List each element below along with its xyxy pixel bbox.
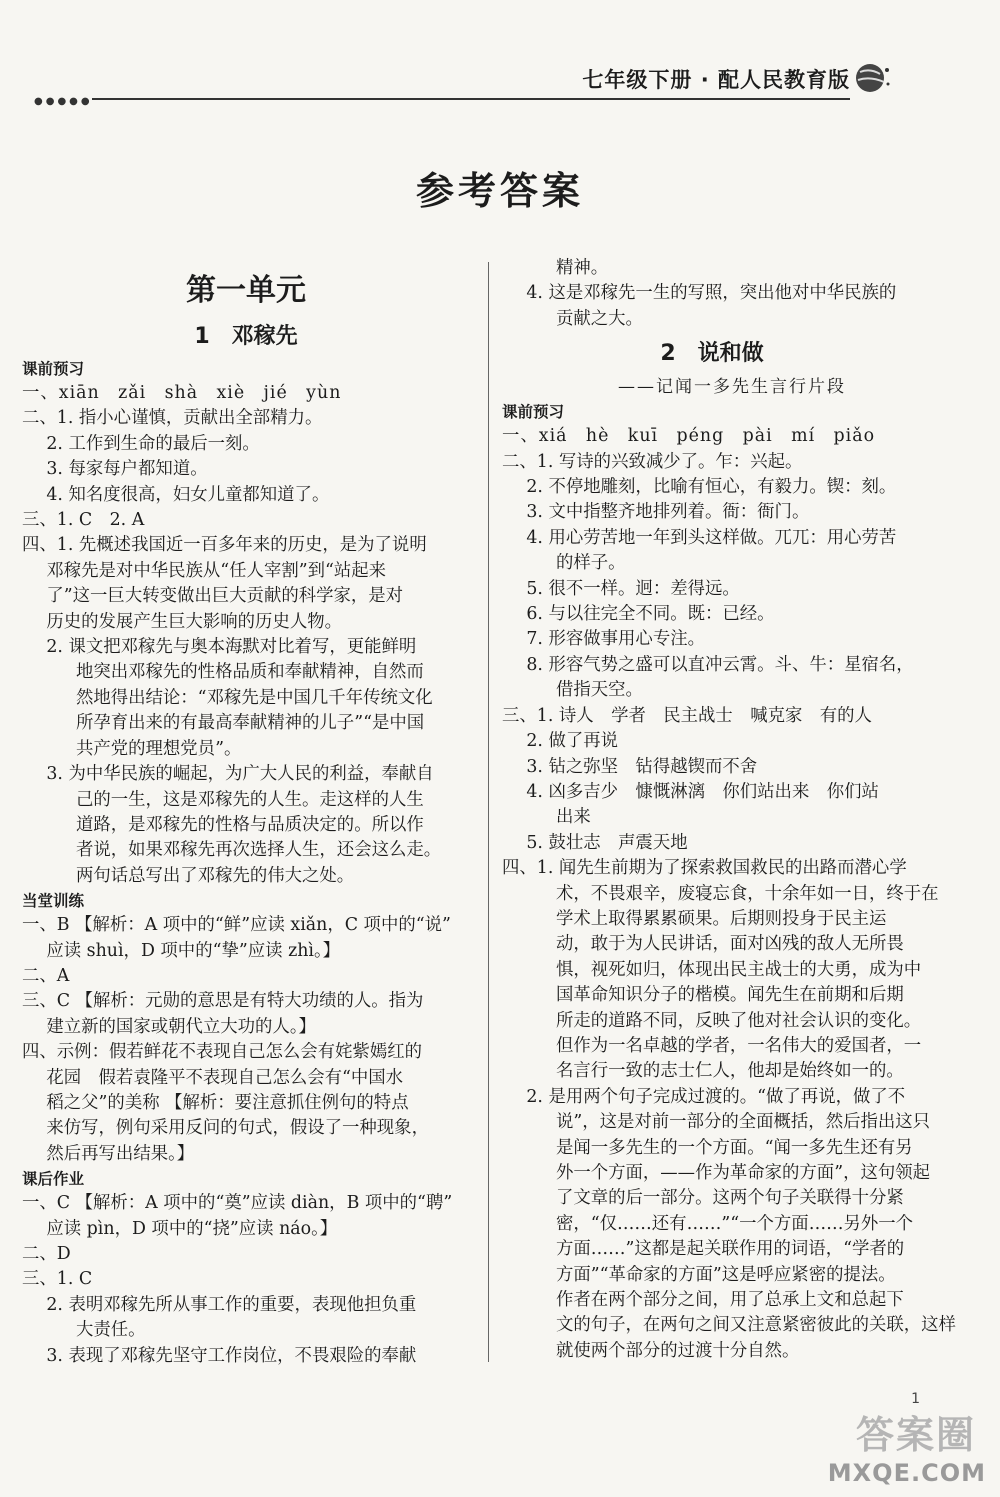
answer-line: 是闻一多先生的一个方面。“闻一多先生还有另: [555, 1137, 913, 1158]
answer-line: 4. 知名度很高，妇女儿童都知道了。: [46, 484, 330, 505]
answer-line: 2. 表明邓稼先所从事工作的重要，表现他担负重: [46, 1294, 417, 1315]
answer-line: 外一个方面，——作为革命家的方面”，这句领起: [555, 1163, 931, 1183]
left-column: [22, 265, 470, 1369]
answer-line: 精神。: [555, 258, 609, 278]
answer-line: 出来: [555, 807, 591, 828]
answer-line: 借指天空。: [555, 680, 643, 701]
answer-line: 所孕育出来的有最高奉献精神的儿子”“是中国: [75, 713, 425, 734]
answer-line: 历史的发展产生巨大影响的历史人物。: [46, 611, 343, 632]
book-title: 七年级下册 · 配人民教育版: [582, 68, 850, 92]
section-heading: 当堂训练: [22, 892, 85, 911]
answer-line: 邓稼先是对中华民族从“任人宰割”到“站起来: [46, 560, 387, 581]
answer-line: 4. 这是邓稼先一生的写照，突出他对中华民族的: [526, 283, 897, 304]
answer-line: 两句话总写出了邓稼先的伟大之处。: [75, 865, 355, 886]
answer-line: 动，敢于为人民讲话，面对凶残的敌人无所畏: [555, 934, 904, 955]
answer-line: 三、1. 诗人 学者 民主战士 喊克家 有的人: [502, 705, 872, 726]
answer-line: 贡献之大。: [555, 308, 643, 329]
answer-line: 一、B 【解析：A 项中的“鲜”应读 xiǎn，C 项中的“说”: [22, 915, 451, 936]
answer-line: 所走的道路不同，反映了他对社会认识的变化。: [555, 1010, 922, 1031]
answer-line: 了文章的后一部分。这两个句子关联得十分紧: [555, 1188, 904, 1209]
watermark: [827, 1407, 986, 1487]
answer-line: 己的一生，这是邓稼先的人生。走这样的人生: [75, 789, 424, 810]
answer-line: 3. 钻之弥坚 钻得越锲而不舍: [526, 756, 758, 777]
answer-line: 文的句子，在两句之间又注意紧密彼此的关联，这样: [555, 1315, 956, 1336]
answer-line: 5. 鼓壮志 声震天地: [526, 832, 688, 853]
answer-line: 来仿写，例句采用反问的句式，假设了一种现象，: [46, 1118, 429, 1139]
answer-line: 6. 与以往完全不同。既：已经。: [526, 604, 775, 625]
answer-line: 一、C 【解析：A 项中的“奠”应读 diàn，B 项中的“聘”: [22, 1193, 453, 1214]
answer-line: 3. 文中指整齐地排列着。衙：衙门。: [526, 502, 810, 523]
answer-line: 2. 课文把邓稼先与奥本海默对比着写，更能鲜明: [46, 637, 417, 658]
right-column: [502, 256, 956, 1364]
answer-line: 作者在两个部分之间，用了总承上文和总起下: [555, 1290, 904, 1311]
answer-line: 方面……”这都是起关联作用的词语，“学者的: [555, 1239, 905, 1260]
answer-line: 的样子。: [555, 553, 626, 574]
answer-line: 2. 不停地雕刻，比喻有恒心，有毅力。锲：刻。: [526, 477, 897, 498]
answer-line: 三、C 【解析：元勋的意思是有特大功绩的人。指为: [22, 991, 424, 1012]
answer-list: [22, 381, 470, 889]
answer-line: 建立新的国家或朝代立大功的人。】: [46, 1016, 316, 1037]
answer-line: 一、xiān zǎi shà xiè jié yùn: [22, 383, 342, 403]
section-heading: 课后作业: [22, 1170, 85, 1189]
answer-line: 然后再写出结果。】: [46, 1143, 195, 1164]
answer-line: 8. 形容气势之盛可以直冲云霄。斗、牛：星宿名，: [526, 654, 914, 675]
watermark-site: MXQE.COM: [827, 1459, 986, 1487]
answer-line: 就使两个部分的过渡十分自然。: [555, 1340, 800, 1361]
answer-line: 大责任。: [75, 1320, 146, 1341]
answer-line: 名言行一致的志士仁人，他却是始终如一的。: [555, 1061, 904, 1082]
answer-line: 稻之父”的美称 【解析：要注意抓住例句的特点: [46, 1092, 409, 1113]
answer-line: 者说，如果邓稼先再次选择人生，还会这么走。: [75, 840, 442, 861]
answer-line: 国革命知识分子的楷模。闻先生在前期和后期: [555, 985, 904, 1006]
lesson-title: 1 邓稼先: [194, 324, 298, 349]
lesson-title: 2 说和做: [660, 341, 764, 367]
answer-line: 了”这一巨大转变做出巨大贡献的科学家，是对: [46, 586, 404, 607]
answer-line: 3. 每家每户都知道。: [46, 459, 208, 480]
section-heading: 课前预习: [22, 360, 85, 378]
answer-line: 说”，这是对前一部分的全面概括，然后指出这只: [555, 1112, 931, 1133]
page-header: [0, 0, 1000, 110]
page-title: 参考答案: [415, 169, 584, 213]
answer-line: 然地得出结论：“邓稼先是中国几千年传统文化: [75, 687, 433, 708]
answer-line: 应读 shuì，D 项中的“挚”应读 zhì。】: [46, 940, 341, 961]
answer-list: [502, 424, 956, 1364]
answer-line: 三、1. C: [22, 1269, 93, 1290]
answer-line: 术，不畏艰辛，废寝忘食，十余年如一日，终于在: [555, 883, 939, 904]
answer-line: 4. 凶多吉少 慷慨淋漓 你们站出来 你们站: [526, 781, 879, 802]
header-dots: ●●●●●: [34, 96, 93, 107]
unit-title: 第一单元: [186, 273, 306, 308]
answer-line: 惧，视死如归，体现出民主战士的大勇，成为中: [555, 959, 922, 980]
answer-line: 地突出邓稼先的性格品质和奉献精神，自然而: [75, 662, 424, 683]
decorative-ball-icon: [854, 60, 890, 96]
answer-line: 一、xiá hè kuī péng pài mí piǎo: [502, 426, 876, 447]
answer-line: 3. 表现了邓稼先坚守工作岗位，不畏艰险的奉献: [46, 1345, 417, 1366]
answer-line: 二、A: [22, 965, 70, 986]
answer-line: 二、1. 写诗的兴致减少了。乍：兴起。: [502, 451, 803, 472]
answer-list: [22, 1191, 470, 1369]
answer-line: 四、示例：假若鲜花不表现自己怎么会有姹紫嫣红的: [22, 1042, 422, 1063]
answer-line: 共产党的理想党员”。: [75, 738, 242, 759]
section-heading: 课前预习: [502, 403, 565, 422]
answer-line: 但作为一名卓越的学者，一名伟大的爱国者，一: [555, 1035, 922, 1056]
answer-line: 3. 为中华民族的崛起，为广大人民的利益，奉献自: [46, 764, 434, 785]
header-rule: [92, 98, 850, 100]
lesson-subtitle: ——记闻一多先生言行片段: [618, 377, 846, 398]
answer-line: 应读 pìn，D 项中的“挠”应读 náo。】: [46, 1218, 338, 1239]
answer-line: 四、1. 闻先生前期为了探索救国救民的出路而潜心学: [502, 858, 907, 879]
column-divider: [488, 262, 489, 1362]
answer-list: [502, 256, 922, 332]
answer-line: 2. 是用两个句子完成过渡的。“做了再说，做了不: [526, 1086, 906, 1107]
answer-line: 7. 形容做事用心专注。: [526, 629, 705, 650]
answer-line: 三、1. C 2. A: [22, 510, 145, 531]
watermark-logo: 答案圈: [855, 1413, 976, 1457]
answer-line: 4. 用心劳苦地一年到头这样做。兀兀：用心劳苦: [526, 527, 897, 548]
answer-list: [22, 913, 470, 1167]
page-number: 1: [911, 1391, 920, 1407]
answer-line: 学术上取得累累硕果。后期则投身于民主运: [555, 908, 887, 929]
answer-line: 方面”“革命家的方面”这是呼应紧密的提法。: [555, 1264, 896, 1285]
answer-line: 密，“仅……还有……”“一个方面……另外一个: [555, 1213, 914, 1234]
answer-line: 四、1. 先概述我国近一百多年来的历史，是为了说明: [22, 535, 427, 556]
answer-line: 2. 做了再说: [526, 731, 619, 752]
answer-line: 二、D: [22, 1244, 71, 1264]
answer-line: 5. 很不一样。迥：差得远。: [526, 578, 740, 599]
answer-line: 二、1. 指小心谨慎，贡献出全部精力。: [22, 408, 323, 429]
answer-line: 2. 工作到生命的最后一刻。: [46, 433, 260, 454]
answer-line: 花园 假若袁隆平不表现自己怎么会有“中国水: [46, 1067, 404, 1088]
answer-line: 道路，是邓稼先的性格与品质决定的。所以作: [75, 814, 424, 835]
